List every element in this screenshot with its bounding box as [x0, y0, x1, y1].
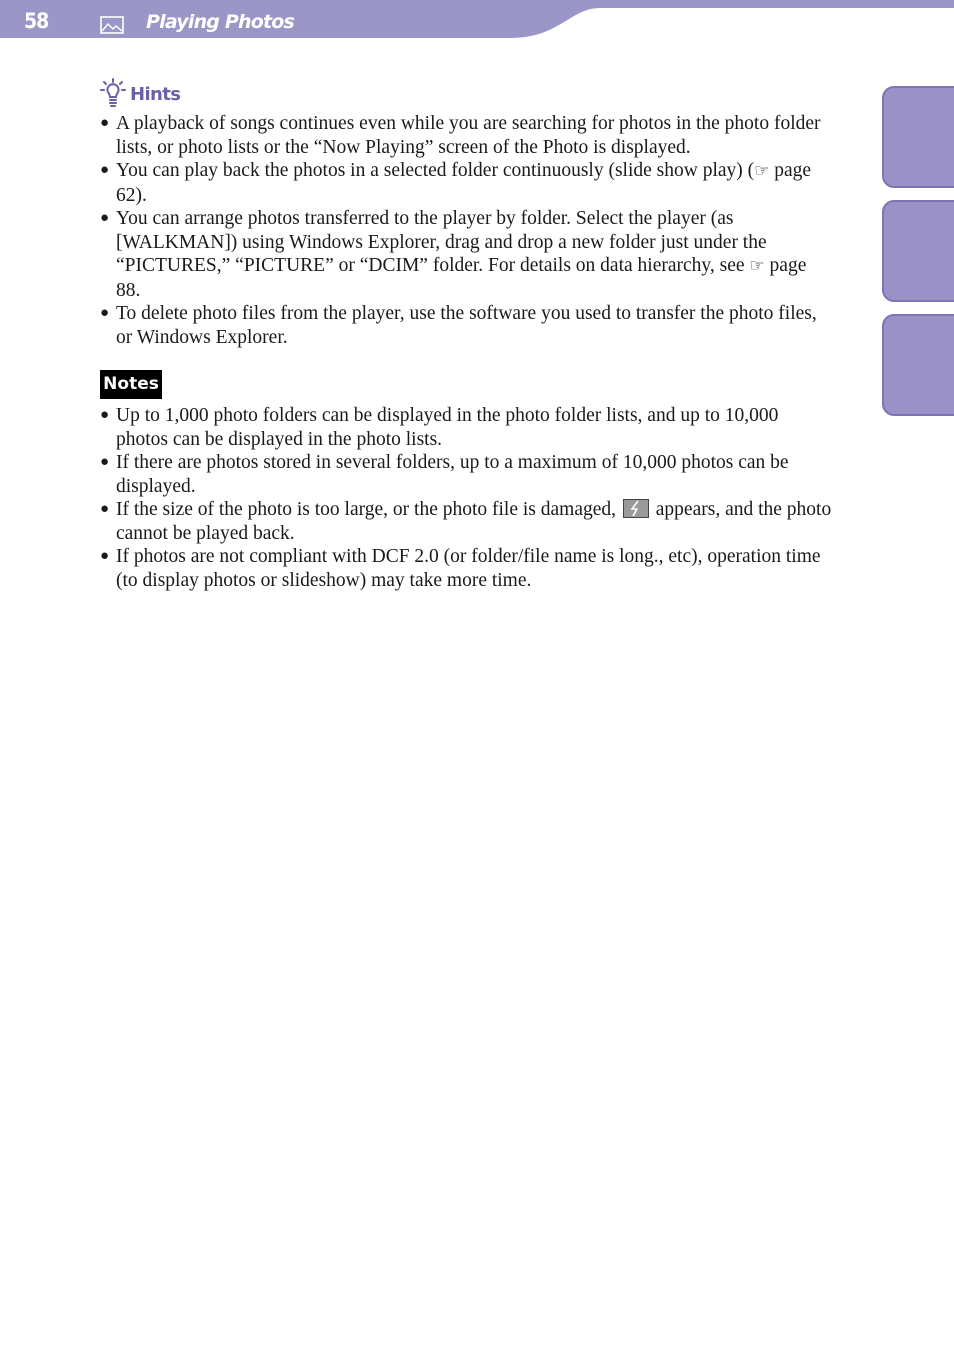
list-item: ● If photos are not compliant with DCF 2.0 (or folder/file name is long., etc), operation time (to display photos or slideshow) may take more time.	[100, 546, 821, 591]
hints-label: Hints	[130, 84, 181, 105]
notes-label: Notes	[100, 370, 162, 399]
list-item: ● If there are photos stored in several folders, up to a maximum of 10,000 photos can be displayed.	[100, 452, 789, 497]
page-number: 58	[24, 9, 49, 33]
page-reference-icon: ☞	[749, 256, 765, 276]
notes-list	[100, 404, 835, 592]
list-item: ● Up to 1,000 photo folders can be displayed in the photo folder lists, and up to 10,000 photos can be displayed in the photo lists.	[100, 405, 779, 450]
list-item: ● If the size of the photo is too large, or the photo file is damaged, appears, and the photo cannot be played back.	[100, 499, 832, 544]
list-item: ● You can play back the photos in a selected folder continuously (slide show play) (☞ page 62).	[100, 160, 812, 206]
section-title: Playing Photos	[146, 11, 295, 33]
page-reference-icon: ☞	[754, 161, 770, 181]
lightbulb-icon	[100, 78, 128, 110]
tab-table-of-contents[interactable]	[882, 86, 954, 188]
photo-icon	[100, 16, 124, 34]
tab-menu[interactable]	[882, 200, 954, 302]
hints-list	[100, 112, 835, 349]
list-item: ● A playback of songs continues even while you are searching for photos in the photo folder lists, or photo lists or the “Now Playing” screen of the Photo is displayed.	[100, 113, 821, 158]
tab-label: Index	[918, 434, 939, 488]
broken-photo-icon	[623, 499, 649, 518]
tab-index[interactable]	[882, 314, 954, 488]
header-band	[0, 0, 954, 40]
list-item: ● You can arrange photos transferred to the player by folder. Select the player (as [WALKMAN]) using Windows Explorer, drag and drop a new folder just under the “PICTURES,” “PICTURE” or “DCIM” folder. For details on data hierarchy, see ☞ page 88.	[100, 208, 807, 301]
list-item: ● To delete photo files from the player, use the software you used to transfer the photo files, or Windows Explorer.	[100, 303, 817, 348]
